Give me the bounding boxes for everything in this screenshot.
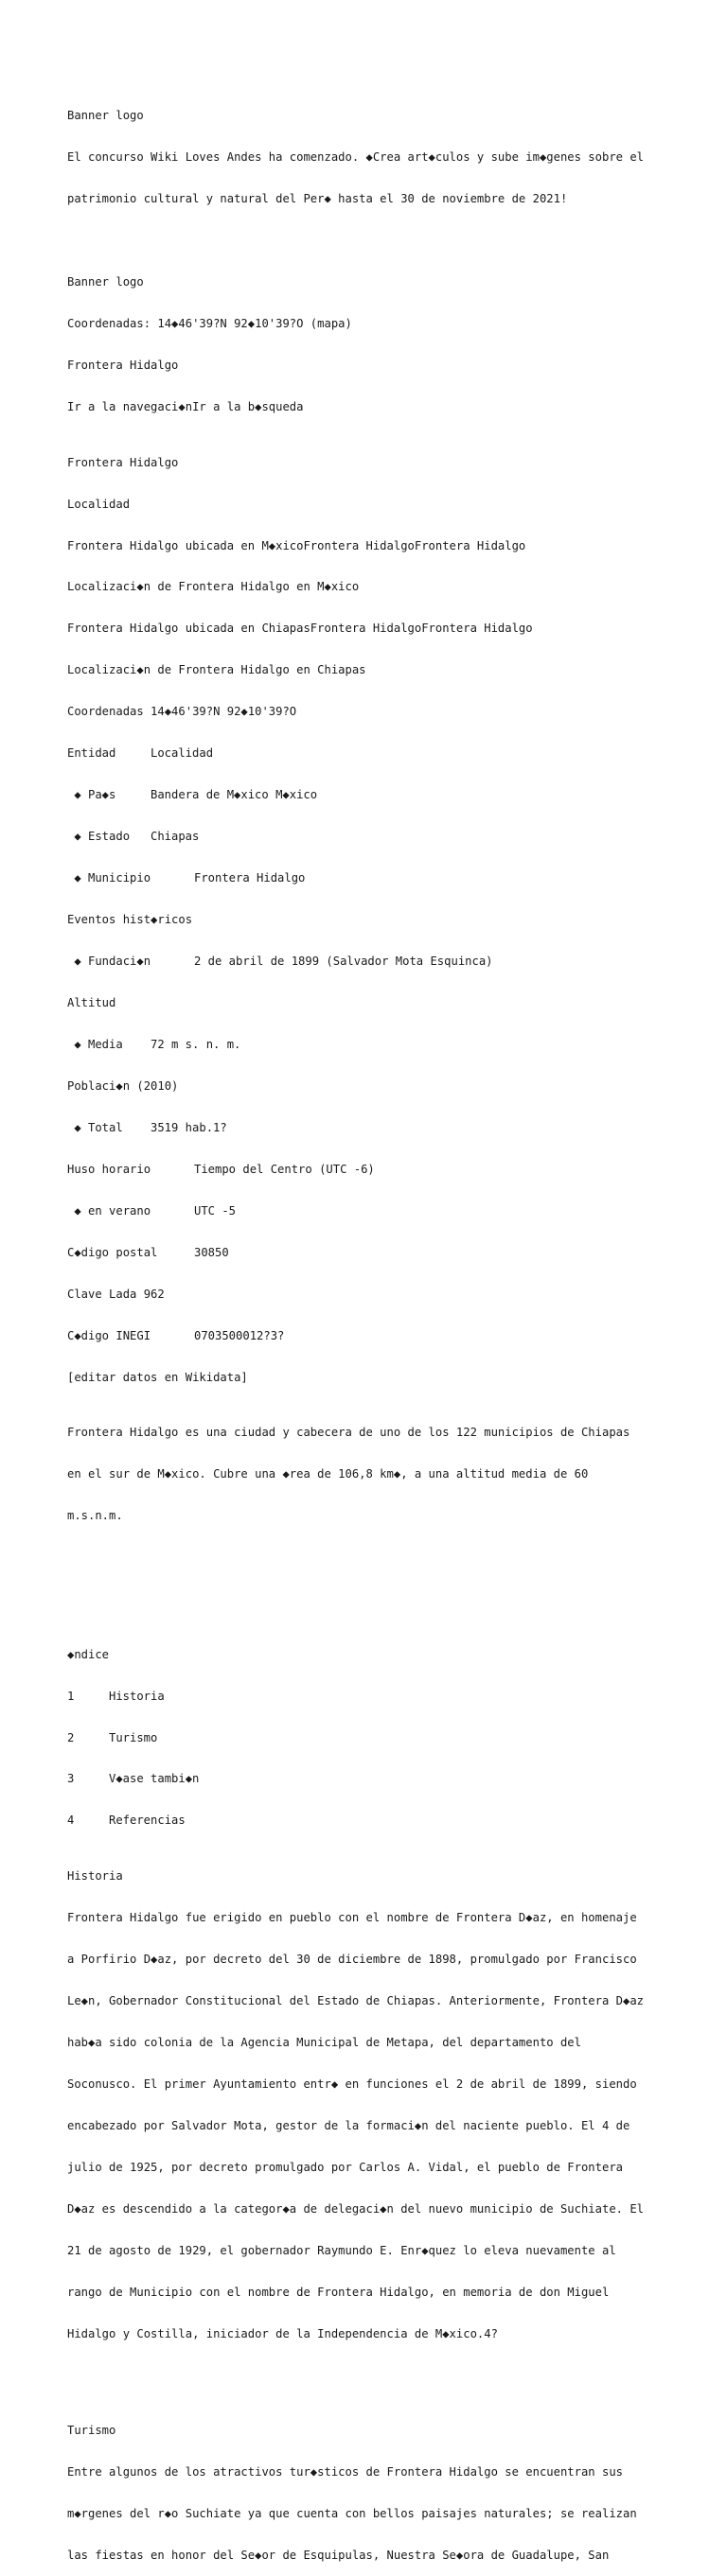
section-heading-historia: Historia: [67, 1869, 123, 1884]
infobox-row-media: ◆ Media 72 m s. n. m.: [67, 1037, 241, 1051]
paragraph-line: las fiestas en honor del Se◆or de Esquipulas, Nuestra Se◆ora de Guadalupe, San: [67, 2548, 610, 2562]
toc-item-vease-tambien[interactable]: 3 V◆ase tambi◆n: [67, 1772, 200, 1786]
infobox-row-pais: ◆ Pa◆s Bandera de M◆xico M◆xico: [67, 788, 318, 802]
infobox-altitud: Altitud: [67, 995, 116, 1009]
toc-item-referencias[interactable]: 4 Referencias: [67, 1814, 186, 1828]
document-page: [67, 81, 673, 2576]
infobox-row-lada: Clave Lada 962: [67, 1287, 165, 1301]
paragraph-line: hab◆a sido colonia de la Agencia Municipal de Metapa, del departamento del: [67, 2035, 581, 2049]
banner-logo: Banner logo: [67, 109, 144, 123]
infobox-row-fundacion: ◆ Fundaci◆n 2 de abril de 1899 (Salvador Mota Esquinca): [67, 955, 493, 969]
infobox-row-municipio: ◆ Municipio Frontera Hidalgo: [67, 871, 306, 885]
intro-text: Frontera Hidalgo es una ciudad y cabecera de uno de los 122 municipios de Chiapas: [67, 1426, 630, 1440]
paragraph-line: m◆rgenes del r◆o Suchiate ya que cuenta con bellos paisajes naturales; se realizan: [67, 2506, 637, 2520]
banner-text: El concurso Wiki Loves Andes ha comenzado. ◆Crea art◆culos y sube im◆genes sobre el: [67, 150, 645, 165]
toc-title: ◆ndice: [67, 1647, 110, 1661]
paragraph-line: Entre algunos de los atractivos tur◆sticos de Frontera Hidalgo se encuentran sus: [67, 2465, 623, 2480]
infobox-row-inegi: C◆digo INEGI 0703500012?3?: [67, 1328, 285, 1342]
coordinates-link[interactable]: Coordenadas: 14◆46'39?N 92◆10'39?O (mapa): [67, 317, 352, 331]
intro-text: m.s.n.m.: [67, 1509, 123, 1523]
page-title: Frontera Hidalgo: [67, 359, 179, 373]
paragraph-line: a Porfirio D◆az, por decreto del 30 de diciembre de 1898, promulgado por Francisco: [67, 1952, 637, 1966]
banner-logo: Banner logo: [67, 275, 144, 289]
toc-item-turismo[interactable]: 2 Turismo: [67, 1730, 158, 1744]
paragraph-line: rango de Municipio con el nombre de Frontera Hidalgo, en memoria de don Miguel: [67, 2285, 610, 2299]
paragraph-line: julio de 1925, por decreto promulgado por Carlos A. Vidal, el pueblo de Frontera: [67, 2160, 623, 2174]
infobox-row-estado: ◆ Estado Chiapas: [67, 830, 200, 844]
infobox-name: Frontera Hidalgo: [67, 455, 179, 469]
infobox-poblacion: Poblaci◆n (2010): [67, 1078, 179, 1093]
infobox-row-cp: C◆digo postal 30850: [67, 1245, 229, 1259]
paragraph-line: Hidalgo y Costilla, iniciador de la Independencia de M◆xico.4?: [67, 2326, 498, 2340]
paragraph-line: encabezado por Salvador Mota, gestor de la formaci◆n del naciente pueblo. El 4 de: [67, 2118, 630, 2132]
infobox-type: Localidad: [67, 497, 131, 511]
infobox-row-verano: ◆ en verano UTC -5: [67, 1203, 237, 1218]
infobox-map-caption: Localizaci◆n de Frontera Hidalgo en Chiapas: [67, 663, 366, 677]
infobox-coordinates: Coordenadas 14◆46'39?N 92◆10'39?O: [67, 705, 297, 719]
infobox-eventos: Eventos hist◆ricos: [67, 913, 193, 927]
section-heading-turismo: Turismo: [67, 2424, 116, 2438]
infobox-row-entidad: Entidad Localidad: [67, 746, 214, 761]
paragraph-line: Le◆n, Gobernador Constitucional del Estado de Chiapas. Anteriormente, Frontera D◆az: [67, 1993, 645, 2007]
paragraph-line: D◆az es descendido a la categor◆a de delegaci◆n del nuevo municipio de Suchiate. El: [67, 2201, 645, 2216]
infobox-map-caption: Localizaci◆n de Frontera Hidalgo en M◆xico: [67, 580, 360, 594]
edit-wikidata-link[interactable]: [editar datos en Wikidata]: [67, 1370, 248, 1384]
skip-links[interactable]: Ir a la navegaci◆nIr a la b◆squeda: [67, 399, 304, 413]
paragraph-line: Soconusco. El primer Ayuntamiento entr◆ en funciones el 2 de abril de 1899, siendo: [67, 2077, 637, 2091]
banner-text: patrimonio cultural y natural del Per◆ hasta el 30 de noviembre de 2021!: [67, 192, 568, 206]
infobox-row-huso: Huso horario Tiempo del Centro (UTC -6): [67, 1162, 375, 1176]
paragraph-line: 21 de agosto de 1929, el gobernador Raymundo E. Enr◆quez lo eleva nuevamente al: [67, 2243, 616, 2257]
paragraph-line: Frontera Hidalgo fue erigido en pueblo con el nombre de Frontera D◆az, en homenaje: [67, 1910, 637, 1924]
infobox-row-total: ◆ Total 3519 hab.1?: [67, 1120, 227, 1134]
toc-item-historia[interactable]: 1 Historia: [67, 1689, 165, 1703]
infobox-map: Frontera Hidalgo ubicada en ChiapasFrontera HidalgoFrontera Hidalgo: [67, 622, 533, 636]
intro-text: en el sur de M◆xico. Cubre una ◆rea de 106,8 km◆, a una altitud media de 60: [67, 1467, 589, 1481]
infobox-map: Frontera Hidalgo ubicada en M◆xicoFrontera HidalgoFrontera Hidalgo: [67, 538, 526, 552]
